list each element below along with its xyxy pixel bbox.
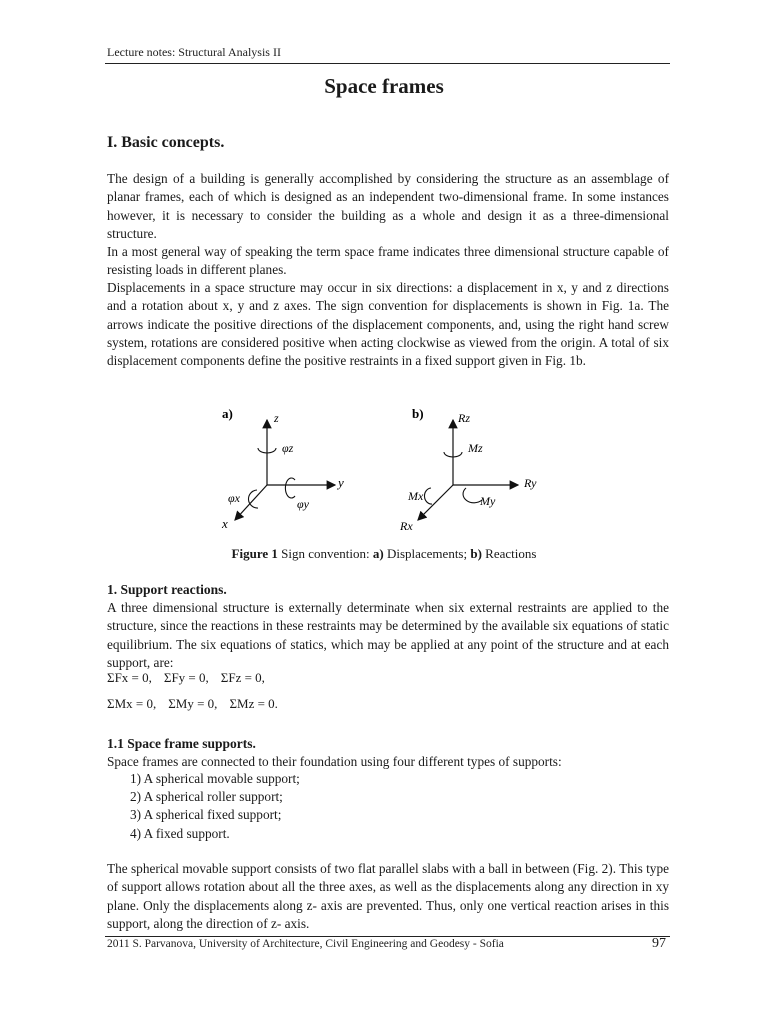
caption-text-1: Sign convention: (277, 546, 373, 561)
label-b-my: My (480, 494, 496, 508)
rotation-x-arrow (248, 490, 258, 508)
footer-divider (105, 936, 670, 937)
axes-diagram-b (418, 420, 518, 520)
section-heading-support-reactions: 1. Support reactions. (107, 582, 227, 597)
equation-fx: ΣFx = 0, (107, 670, 152, 685)
label-a-phix: φx (228, 491, 240, 505)
label-b-rz: Rz (458, 411, 470, 425)
label-a-z: z (274, 411, 279, 425)
figure-sign-convention (200, 400, 570, 540)
label-b-mz: Mz (468, 441, 483, 455)
page-title: Space frames (324, 74, 444, 98)
label-b-ry: Ry (524, 476, 537, 490)
running-header: Lecture notes: Structural Analysis II (107, 45, 281, 59)
page-number: 97 (652, 936, 666, 951)
equation-mx: ΣMx = 0, (107, 696, 157, 711)
caption-text-3: Reactions (481, 546, 537, 561)
equation-my: ΣMy = 0, (168, 696, 218, 711)
label-a-phiy: φy (297, 497, 309, 511)
header-divider (105, 63, 670, 64)
label-a-y: y (338, 475, 344, 490)
footer-text: 2011 S. Parvanova, University of Architecture, Civil Engineering and Geodesy - Sofia (107, 938, 504, 950)
caption-label-b: b) (470, 546, 482, 561)
paragraph-supports-intro: Space frames are connected to their foundation using four different types of supports: (107, 754, 562, 769)
axes-diagram-a (235, 420, 335, 520)
paragraph-spherical-movable-support: The spherical movable support consists of two flat parallel slabs with a ball in between (Fig. 2). This type of support allows rotation about all the three axes, as well as the displacements along any direction in xy plane. Only the displacements along z- axis are prevented. Thus, only one vertical reaction arises in this support, along the direction of z- axis. (107, 861, 669, 931)
figure-label-a: a) (222, 406, 233, 421)
list-item: 4) A fixed support. (130, 825, 230, 841)
equations-moments (107, 696, 290, 712)
caption-figure-number: Figure 1 (231, 546, 278, 561)
label-b-mx: Mx (408, 489, 424, 503)
figure-svg (200, 400, 570, 540)
support-types-list (130, 770, 300, 843)
figure-label-b: b) (412, 406, 424, 421)
section-heading-space-frame-supports: 1.1 Space frame supports. (107, 736, 256, 751)
label-a-phiz: φz (282, 441, 294, 455)
paragraph-support-reactions: A three dimensional structure is externally determinate when six external restraints are applied to the structure, since the reactions in these restraints may be determined by the available six equations of static equilibrium. The six equations of statics, which may be applied at any point of the structure and at each support, are: (107, 600, 669, 670)
caption-text-2: Displacements; (383, 546, 471, 561)
equation-fz: ΣFz = 0, (220, 670, 265, 685)
rotation-y-arrow (285, 478, 295, 498)
label-a-x: x (222, 516, 228, 531)
label-b-rx: Rx (400, 519, 413, 533)
equation-mz: ΣMz = 0. (229, 696, 278, 711)
paragraph-displacements: Displacements in a space structure may occur in six directions: a displacement in x, y and z directions and a rotation about x, y and z axes. The sign convention for displacements is shown in Fig. 1a. The arrows indicate the positive directions of the displacement components, and, using the right hand screw system, rotations are considered positive when acting clockwise as viewed from the origin. A total of six displacement components define the positive restraints in a fixed support given in Fig. 1b. (107, 280, 669, 369)
caption-label-a: a) (372, 546, 384, 561)
equation-fy: ΣFy = 0, (163, 670, 209, 685)
figure-caption (0, 546, 768, 562)
list-item: 3) A spherical fixed support; (130, 807, 282, 823)
equations-forces (107, 670, 277, 686)
paragraph-intro: The design of a building is generally accomplished by considering the structure as an assemblage of planar frames, each of which is designed as an independent two-dimensional frame. In some instances however, it is necessary to consider the building as a whole and design it as a three-dimensional structure. (107, 171, 669, 241)
paragraph-definition: In a most general way of speaking the term space frame indicates three dimensional structure capable of resisting loads in different planes. (107, 244, 669, 278)
moment-x-arrow (424, 488, 432, 504)
list-item: 2) A spherical roller support; (130, 789, 283, 805)
section-heading-basic-concepts: I. Basic concepts. (107, 134, 225, 151)
list-item: 1) A spherical movable support; (130, 771, 300, 786)
